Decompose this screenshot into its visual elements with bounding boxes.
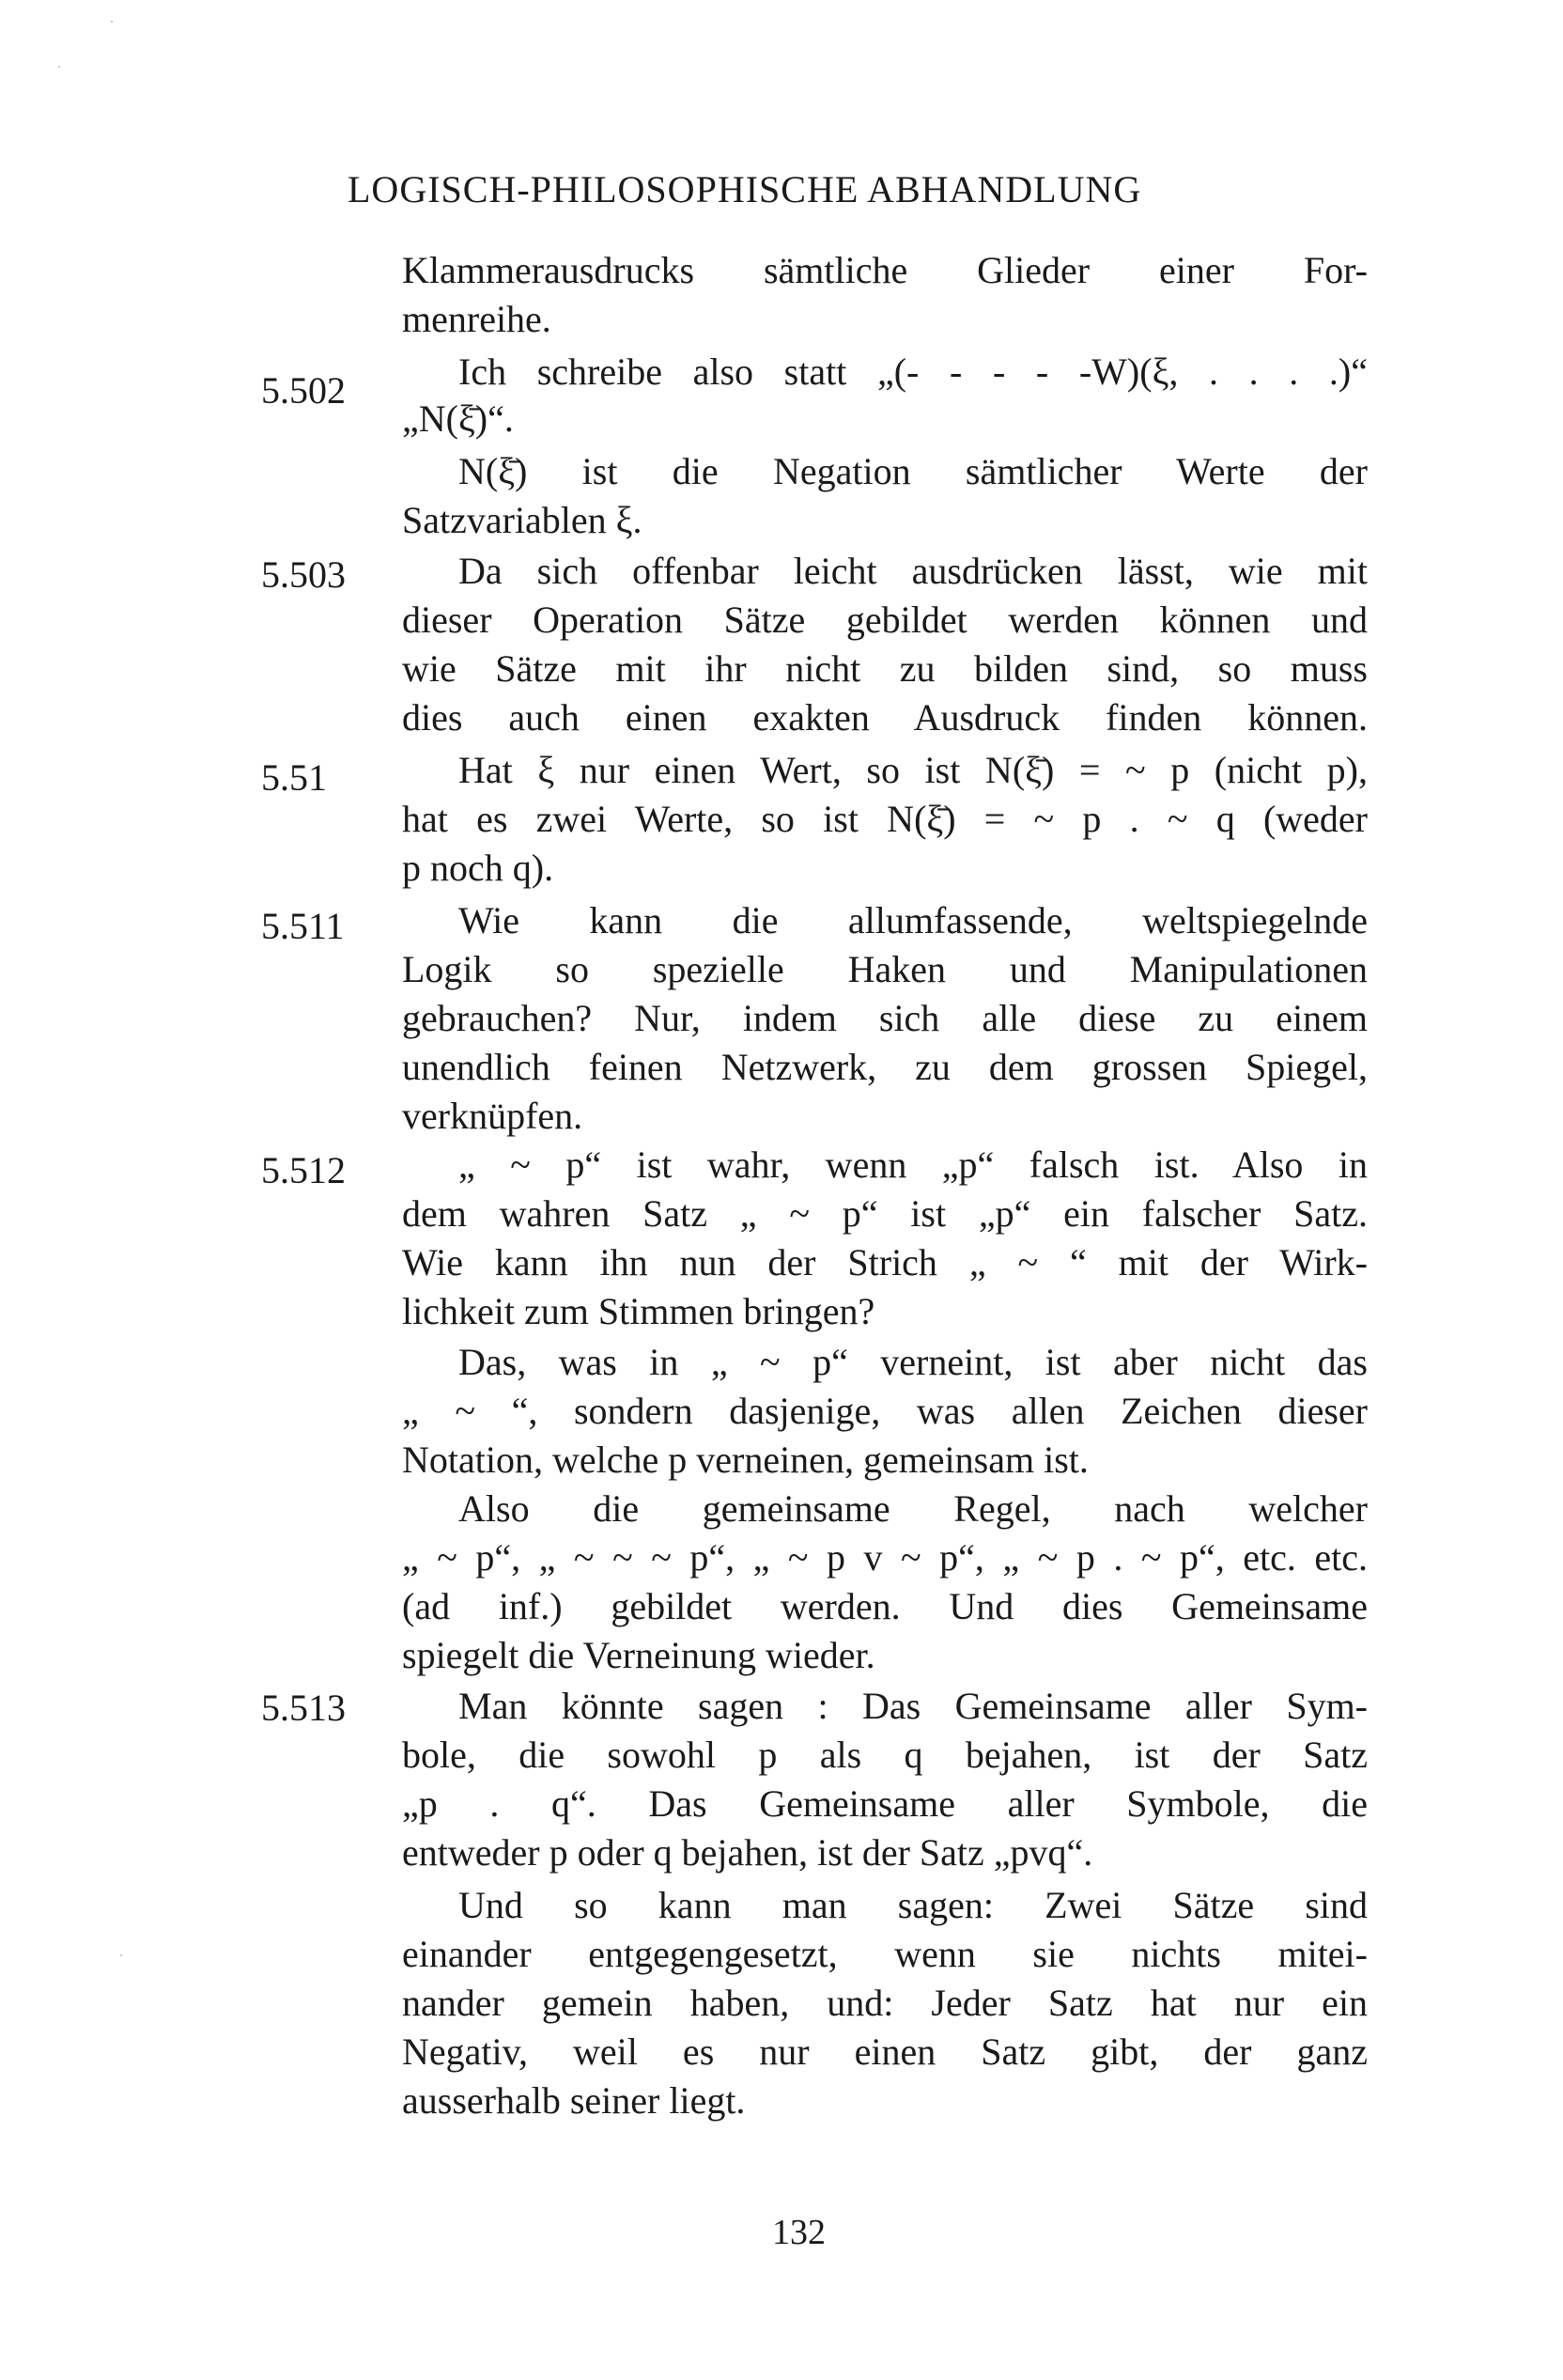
text-line: dem wahren Satz „ ~ p“ ist „p“ ein falscher Satz. — [402, 1192, 1368, 1235]
text-line: hat es zwei Werte, so ist N(ξ̄) = ~ p . ~ q (weder — [402, 798, 1368, 840]
text-line: Das, was in „ ~ p“ verneint, ist aber nicht das — [458, 1341, 1368, 1383]
text-line: spiegelt die Verneinung wieder. — [402, 1634, 875, 1676]
text-line: Also die gemeinsame Regel, nach welcher — [458, 1487, 1368, 1530]
paper-speck — [120, 1954, 122, 1956]
text-line: Wie kann die allumfassende, weltspiegelnde — [458, 899, 1368, 941]
paragraph-number-5512: 5.512 — [261, 1149, 346, 1191]
text-line: Satzvariablen ξ. — [402, 499, 642, 541]
text-line: Man könnte sagen : Das Gemeinsame aller Sym- — [458, 1685, 1368, 1727]
text-line: „ ~ “, sondern dasjenige, was allen Zeichen dieser — [402, 1390, 1368, 1432]
text-line: unendlich feinen Netzwerk, zu dem grossen Spiegel, — [402, 1046, 1368, 1088]
text-line: Da sich offenbar leicht ausdrücken lässt, wie mit — [458, 550, 1368, 592]
paragraph-number-5502: 5.502 — [261, 369, 346, 412]
text-line: einander entgegengesetzt, wenn sie nichts mitei- — [402, 1933, 1368, 1975]
text-line: Notation, welche p verneinen, gemeinsam ist. — [402, 1439, 1089, 1481]
text-line: Hat ξ nur einen Wert, so ist N(ξ̄) = ~ p (nicht p), — [458, 749, 1368, 791]
text-line: bole, die sowohl p als q bejahen, ist der Satz — [402, 1734, 1368, 1776]
text-line: lichkeit zum Stimmen bringen? — [402, 1290, 875, 1332]
paper-speck — [111, 21, 113, 23]
text-line: verknüpfen. — [402, 1095, 583, 1137]
text-line: wie Sätze mit ihr nicht zu bilden sind, so muss — [402, 647, 1368, 690]
text-line: Wie kann ihn nun der Strich „ ~ “ mit der Wirk- — [402, 1241, 1368, 1283]
text-line: „ ~ p“ ist wahr, wenn „p“ falsch ist. Also in — [458, 1143, 1368, 1186]
running-head: LOGISCH-PHILOSOPHISCHE ABHANDLUNG — [348, 168, 1142, 210]
text-line: Klammerausdrucks sämtliche Glieder einer For- — [402, 249, 1368, 291]
text-line: ausserhalb seiner liegt. — [402, 2079, 746, 2122]
text-line: dies auch einen exakten Ausdruck finden können. — [402, 696, 1368, 739]
text-line: entweder p oder q bejahen, ist der Satz „pvq“. — [402, 1831, 1093, 1874]
paper-speck — [58, 66, 60, 68]
text-line: Ich schreibe also statt „(- - - - -W)(ξ, . . . .)“ — [458, 350, 1368, 393]
text-line: „N(ξ̄)“. — [402, 397, 514, 440]
text-line: gebrauchen? Nur, indem sich alle diese zu einem — [402, 997, 1368, 1039]
text-line: „ ~ p“, „ ~ ~ ~ p“, „ ~ p v ~ p“, „ ~ p . ~ p“, etc. etc. — [402, 1536, 1368, 1579]
text-line: dieser Operation Sätze gebildet werden können und — [402, 599, 1368, 641]
text-line: (ad inf.) gebildet werden. Und dies Gemeinsame — [402, 1585, 1368, 1627]
paragraph-number-5511: 5.511 — [261, 905, 345, 947]
paragraph-number-551: 5.51 — [261, 756, 327, 799]
paragraph-number-5503: 5.503 — [261, 553, 346, 596]
paragraph-number-5513: 5.513 — [261, 1687, 346, 1729]
text-line: Logik so spezielle Haken und Manipulationen — [402, 948, 1368, 990]
page-number: 132 — [772, 2213, 826, 2252]
text-line: „p . q“. Das Gemeinsame aller Symbole, die — [402, 1782, 1368, 1825]
text-line: N(ξ̄) ist die Negation sämtlicher Werte der — [458, 450, 1368, 492]
text-line: nander gemein haben, und: Jeder Satz hat nur ein — [402, 1982, 1368, 2024]
text-line: Negativ, weil es nur einen Satz gibt, der ganz — [402, 2030, 1368, 2073]
text-line: Und so kann man sagen: Zwei Sätze sind — [458, 1884, 1368, 1926]
text-line: menreihe. — [402, 298, 551, 340]
text-line: p noch q). — [402, 847, 554, 889]
